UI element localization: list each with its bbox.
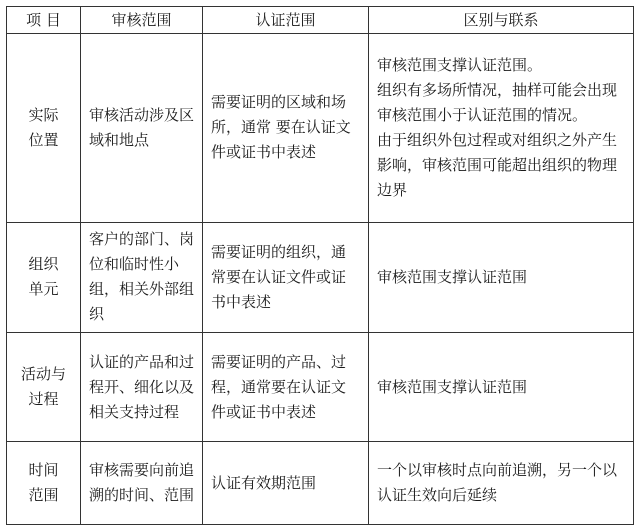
relation-cell [369,442,634,525]
audit-scope-cell: 审核需要向前追溯的时间、范围 [81,442,203,525]
row-item-label-line: 时间 [28,461,59,480]
cert-scope-cell: 需要证明的组织，通常要在认证文件或证书中表述 [203,222,369,332]
table-header-row [7,7,634,34]
table-row [7,333,634,442]
table-row [7,222,634,332]
row-item-label-line: 实际 [28,105,59,124]
audit-scope-cell: 认证的产品和过程开、细化以及相关支持过程 [81,333,203,442]
header-audit-scope: 审核范围 [81,7,203,34]
cert-scope-cell: 认证有效期范围 [203,442,369,525]
audit-scope-cell: 客户的部门、岗位和临时性小组，相关外部组织 [81,222,203,332]
row-item-label-line: 范围 [28,486,59,505]
relation-paragraph: 审核范围支撑认证范围 [377,377,528,396]
relation-paragraph: 组织有多场所情况，抽样可能会出现审核范围小于认证范围的情况。 [377,80,618,124]
relation-cell [369,333,634,442]
relation-cell [369,222,634,332]
audit-scope-cell: 审核活动涉及区域和地点 [81,34,203,223]
table-row [7,442,634,525]
cert-scope-cell: 需要证明的区域和场所，通常 要在认证文件或证书中表述 [203,34,369,223]
row-item-cell [7,222,81,332]
row-item-label-line: 过程 [28,390,59,409]
relation-cell [369,34,634,223]
row-item-label-line: 活动与 [20,365,66,384]
header-cert-scope: 认证范围 [203,7,369,34]
cert-scope-cell: 需要证明的产品、过程，通常要在认证文件或证书中表述 [203,333,369,442]
relation-paragraph: 由于组织外包过程或对组织之外产生影响，审核范围可能超出组织的物理边界 [377,130,618,199]
scope-comparison-table [6,6,634,525]
header-item: 项 目 [7,7,81,34]
relation-paragraph: 审核范围支撑认证范围。 [377,55,543,74]
header-relation: 区别与联系 [369,7,634,34]
relation-paragraph: 一个以审核时点向前追溯，另一个以认证生效向后延续 [377,461,618,505]
relation-paragraph: 审核范围支撑认证范围 [377,267,528,286]
row-item-cell [7,442,81,525]
row-item-label-line: 单元 [28,280,59,299]
table-row [7,34,634,223]
row-item-label-line: 位置 [28,130,59,149]
row-item-label-line: 组织 [28,255,59,274]
row-item-cell [7,333,81,442]
row-item-cell [7,34,81,223]
